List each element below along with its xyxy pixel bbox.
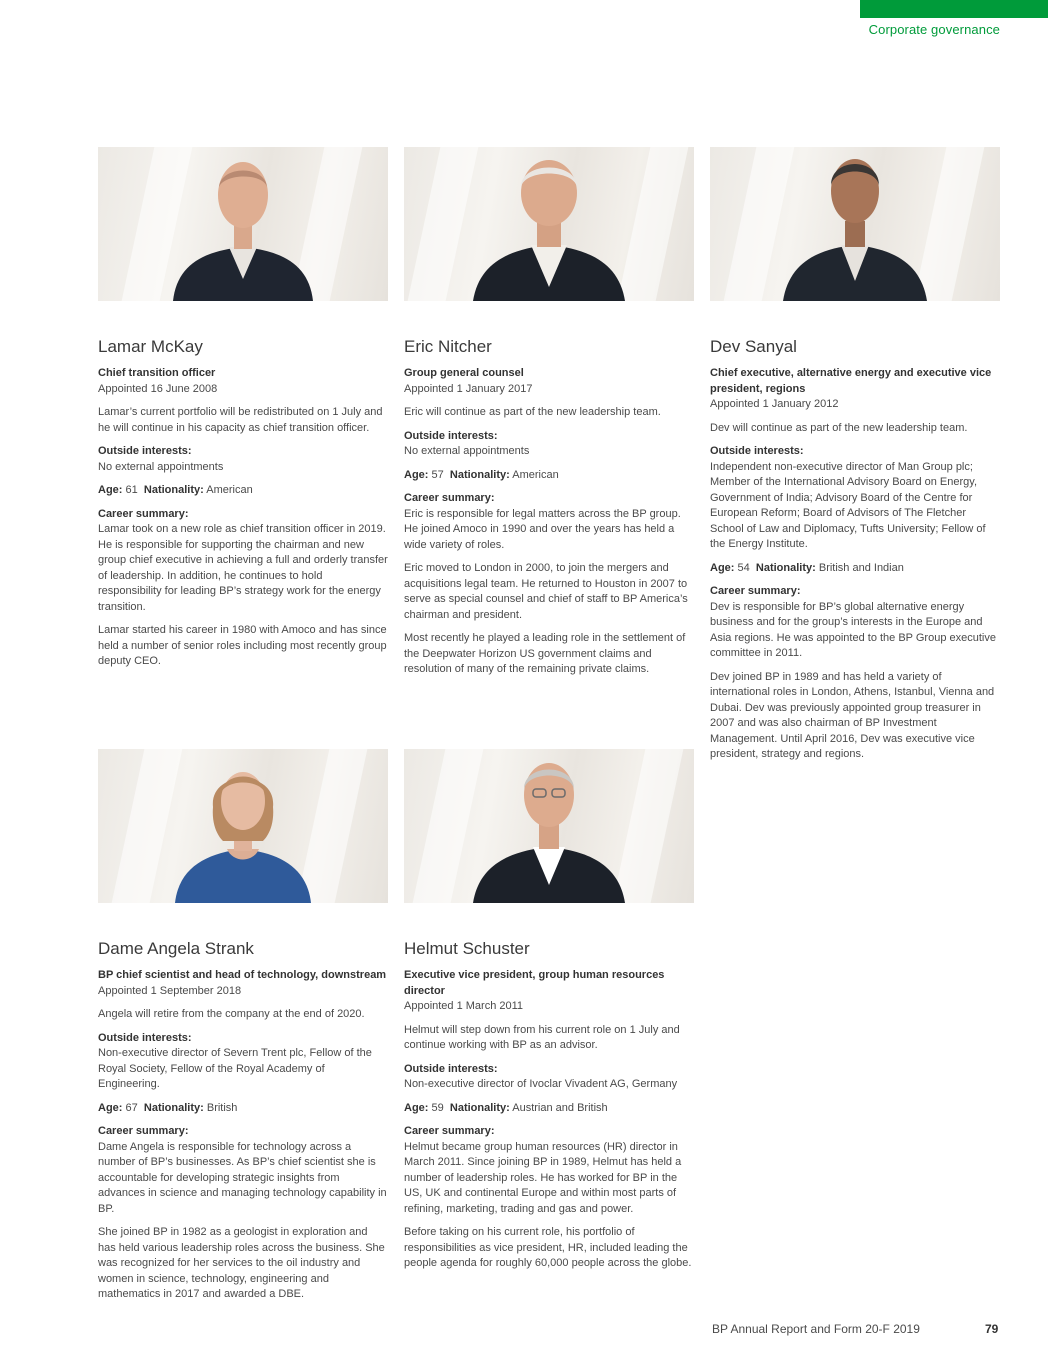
profile-lamar-mckay	[98, 147, 388, 670]
person-name: Lamar McKay	[98, 337, 203, 356]
age-nationality-line	[404, 468, 694, 484]
person-silhouette	[163, 749, 323, 903]
career-paragraph-2: Lamar started his career in 1980 with Amoco and has since held a number of senior roles including most recently group deputy CEO.	[98, 624, 387, 667]
person-role: Chief transition officer	[98, 367, 216, 379]
outside-interests-text: Non-executive director of Ivoclar Vivadent AG, Germany	[404, 1078, 678, 1090]
nationality-label: Nationality:	[449, 1101, 510, 1114]
portrait-photo	[710, 147, 1000, 301]
intro-text: Dev will continue as part of the new leadership team.	[710, 421, 968, 434]
career-paragraph-1: Lamar took on a new role as chief transition officer in 2019. He is responsible for supporting the chairman and new group chief executive in achieving a full and orderly transfer of leadership. In addition, he continues to hold responsibility for leading BP’s strategy work for the energy transition.	[98, 523, 388, 613]
person-silhouette	[163, 147, 323, 301]
profile-helmut-schuster	[404, 749, 694, 1272]
appointed-date: Appointed 1 January 2017	[404, 382, 533, 395]
career-paragraph-3: Most recently he played a leading role in the settlement of the Deepwater Horizon US government claims and resolution of many of the remaining private claims.	[404, 632, 686, 675]
outside-interests-text: No external appointments	[404, 445, 530, 457]
intro-text: Lamar’s current portfolio will be redistributed on 1 July and he will continue in his capacity as chief transition officer.	[98, 406, 383, 434]
person-name: Dame Angela Strank	[98, 939, 254, 958]
career-paragraph-2: Dev joined BP in 1989 and has held a variety of international roles in London, Athens, Istanbul, Vienna and Dubai. Dev was previously appointed group treasurer in 2007 and was also chairman of BP Investment Management. Until April 2016, Dev was executive vice president, strategy and regions.	[710, 670, 995, 760]
portrait-photo	[98, 147, 388, 301]
person-name: Helmut Schuster	[404, 939, 530, 958]
person-silhouette	[469, 147, 629, 301]
portrait-photo	[404, 749, 694, 903]
outside-interests-label: Outside interests:	[404, 429, 498, 442]
career-paragraph-1: Dame Angela is responsible for technology across a number of BP’s businesses. As BP’s chief scientist she is accountable for developing strategic insights from advances in science and managing technology capability in BP.	[98, 1140, 387, 1215]
career-summary-label: Career summary:	[404, 492, 495, 504]
portrait-photo	[404, 147, 694, 301]
nationality-label: Nationality:	[449, 468, 510, 481]
age-value: 59	[431, 1101, 444, 1114]
nationality-label: Nationality:	[143, 1101, 204, 1114]
nationality-value: British and Indian	[818, 561, 904, 574]
age-label: Age:	[404, 1101, 429, 1114]
footer-report-title: BP Annual Report and Form 20-F 2019	[712, 1322, 920, 1336]
outside-interests-text: Independent non-executive director of Man Group plc; Member of the International Advisory Board on Energy, Government of India; Advisory Board of the Centre for European Reform; Board of Advisors of The Fletcher School of Law and Diplomacy, Tufts University; Fellow of the Energy Institute.	[710, 460, 986, 550]
header-accent-bar	[860, 0, 1048, 18]
profile-eric-nitcher	[404, 147, 694, 678]
appointed-date: Appointed 1 September 2018	[98, 984, 242, 997]
age-nationality-line	[404, 1101, 694, 1117]
age-label: Age:	[710, 561, 735, 574]
portrait-photo	[98, 749, 388, 903]
age-value: 57	[431, 468, 444, 481]
person-role: Chief executive, alternative energy and executive vice president, regions	[710, 367, 992, 395]
career-paragraph-1: Eric is responsible for legal matters across the BP group. He joined Amoco in 1990 and over the years has held a wide variety of roles.	[404, 507, 681, 551]
career-paragraph-2: Before taking on his current role, his portfolio of responsibilities as vice president, HR, included leading the people agenda for roughly 60,000 people across the globe.	[404, 1226, 692, 1269]
profile-angela-strank	[98, 749, 388, 1303]
nationality-value: Austrian and British	[512, 1101, 608, 1114]
nationality-value: British	[206, 1101, 238, 1114]
age-nationality-line	[98, 1101, 388, 1117]
outside-interests-label: Outside interests:	[710, 445, 804, 457]
person-silhouette	[469, 749, 629, 903]
person-role: BP chief scientist and head of technology, downstream	[98, 969, 387, 981]
intro-text: Helmut will step down from his current role on 1 July and continue working with BP as an advisor.	[404, 1023, 680, 1051]
career-paragraph-2: She joined BP in 1982 as a geologist in exploration and has held various leadership roles across the business. She was recognized for her services to the oil industry and women in science, technology, engineering and mathematics in 2017 and awarded a DBE.	[98, 1226, 385, 1300]
intro-text: Angela will retire from the company at the end of 2020.	[98, 1008, 365, 1020]
nationality-value: American	[206, 484, 253, 496]
profile-dev-sanyal	[710, 147, 1000, 763]
outside-interests-text: Non-executive director of Severn Trent plc, Fellow of the Royal Society, Fellow of the Royal Academy of Engineering.	[98, 1047, 372, 1090]
nationality-value: American	[512, 468, 559, 481]
age-value: 61	[125, 484, 138, 496]
outside-interests-label: Outside interests:	[404, 1062, 498, 1075]
age-value: 67	[125, 1101, 138, 1114]
career-paragraph-1: Helmut became group human resources (HR) director in March 2011. Since joining BP in 1989, Helmut has held a number of leadership roles. He has worked for BP in the US, UK and continental Europe and within most parts of refining, marketing, trading and gas and power.	[404, 1140, 682, 1215]
age-value: 54	[737, 561, 750, 574]
career-summary-label: Career summary:	[98, 1125, 189, 1137]
age-nationality-line	[98, 483, 388, 499]
age-label: Age:	[98, 484, 123, 496]
career-summary-label: Career summary:	[404, 1125, 495, 1137]
person-role: Executive vice president, group human resources director	[404, 969, 665, 997]
person-name: Eric Nitcher	[404, 337, 492, 356]
age-nationality-line	[710, 561, 1000, 577]
age-label: Age:	[404, 468, 429, 481]
nationality-label: Nationality:	[755, 561, 816, 574]
career-paragraph-2: Eric moved to London in 2000, to join the mergers and acquisitions legal team. He returned to Houston in 2007 to serve as special counsel and chief of staff to BP America’s chairman and president.	[404, 562, 688, 621]
outside-interests-text: No external appointments	[98, 460, 224, 473]
outside-interests-label: Outside interests:	[98, 445, 192, 457]
page-number: 79	[985, 1322, 999, 1336]
age-label: Age:	[98, 1101, 123, 1114]
person-name: Dev Sanyal	[710, 337, 797, 356]
career-paragraph-1: Dev is responsible for BP’s global alternative energy business and for the group’s interests in the Europe and Asia regions. He was appointed to the BP Group executive committee in 2011.	[710, 600, 996, 659]
person-role: Group general counsel	[404, 367, 524, 379]
career-summary-label: Career summary:	[98, 507, 189, 520]
nationality-label: Nationality:	[143, 484, 204, 496]
person-silhouette	[775, 147, 935, 301]
appointed-date: Appointed 1 March 2011	[404, 1000, 524, 1012]
appointed-date: Appointed 16 June 2008	[98, 382, 218, 395]
appointed-date: Appointed 1 January 2012	[710, 398, 839, 410]
outside-interests-label: Outside interests:	[98, 1031, 192, 1044]
section-title: Corporate governance	[868, 22, 1000, 37]
intro-text: Eric will continue as part of the new leadership team.	[404, 406, 661, 418]
career-summary-label: Career summary:	[710, 585, 801, 597]
